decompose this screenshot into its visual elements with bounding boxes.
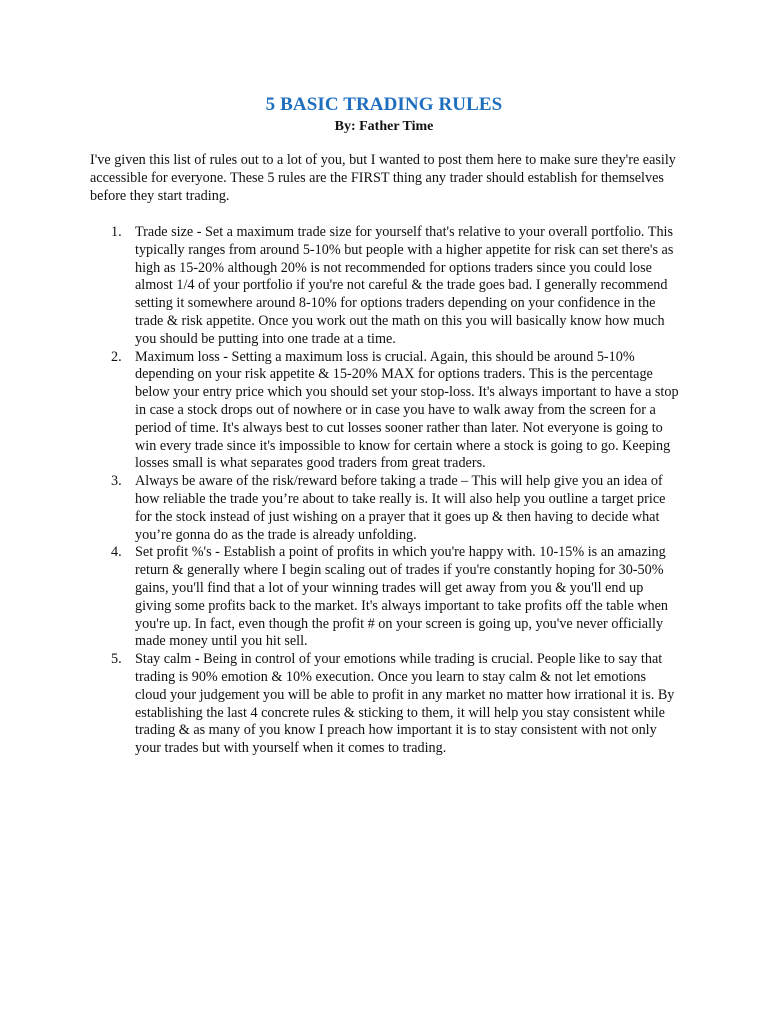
rule-text: Set profit %'s - Establish a point of profits in which you're happy with. 10-15% is an amazing return & generally where I begin scaling out of trades if you're constantly hoping for 30-50% gains, you'll find that a lot of your winning trades will get away from you & you'll end up giving some profits back to the market. It's always important to take profits off the table when you're up. In fact, even though the profit # on your screen is going up, you've never officially made money until you hit sell. xyxy=(135,544,669,650)
document-title: 5 BASIC TRADING RULES xyxy=(265,94,503,115)
rule-text: Trade size - Set a maximum trade size for yourself that's relative to your overall portfolio. This typically ranges from around 5-10% but people with a higher appetite for risk can set there's as high as 15-20% although 20% is not recommended for options traders since you could lose almost 1/4 of your portfolio if you're not careful & the trade goes bad. I generally recommend setting it somewhere around 8-10% for options traders depending on your confidence in the trade & risk appetite. Once you work out the math on this you will basically know how much you should be putting into one trade at a time. xyxy=(135,224,674,347)
rule-item-3 xyxy=(90,473,680,544)
rule-number: 1. xyxy=(111,224,122,240)
rule-number: 5. xyxy=(111,651,122,668)
rule-number: 4. xyxy=(111,544,122,561)
rule-number: 2. xyxy=(111,348,122,365)
rule-text: Always be aware of the risk/reward before taking a trade – This will help give you an idea of how reliable the trade you’re about to take really is. It will also help you outline a target price for the stock instead of just wishing on a prayer that it goes up & then having to decide what you’re gonna do as the trade is already unfolding. xyxy=(135,473,666,543)
rule-number: 3. xyxy=(111,473,122,490)
rule-text: Maximum loss - Setting a maximum loss is crucial. Again, this should be around 5-10% depending on your risk appetite & 15-20% MAX for options traders. This is the percentage below your entry price which you should set your stop-loss. It's always important to have a stop in case a stock drops out of nowhere or in case you have to walk away from the screen for a period of time. It's always best to cut losses sooner rather than later. Not everyone is going to win every trade since it's impossible to know for certain where a stock is going to go. Keeping losses small is what separates good traders from great traders. xyxy=(135,348,679,472)
intro-paragraph: I've given this list of rules out to a lot of you, but I wanted to post them here to make sure they're easily accessible for everyone. These 5 rules are the FIRST thing any trader should establish for themselves before they start trading. xyxy=(90,152,676,204)
rule-item-4 xyxy=(90,544,680,651)
rule-item-2 xyxy=(90,349,680,474)
rules-list xyxy=(90,224,680,758)
rule-text: Stay calm - Being in control of your emotions while trading is crucial. People like to say that trading is 90% emotion & 10% execution. Once you learn to stay calm & not let emotions cloud your judgement you will be able to profit in any market no matter how irrational it is. By establishing the last 4 concrete rules & sticking to them, it will help you stay consistent while trading & as many of you know I preach how important it is to stay consistent with not only your trades but with yourself when it comes to trading. xyxy=(135,651,675,757)
rule-item-5 xyxy=(90,651,680,758)
document-byline: By: Father Time xyxy=(334,119,434,134)
rule-item-1 xyxy=(90,224,680,349)
